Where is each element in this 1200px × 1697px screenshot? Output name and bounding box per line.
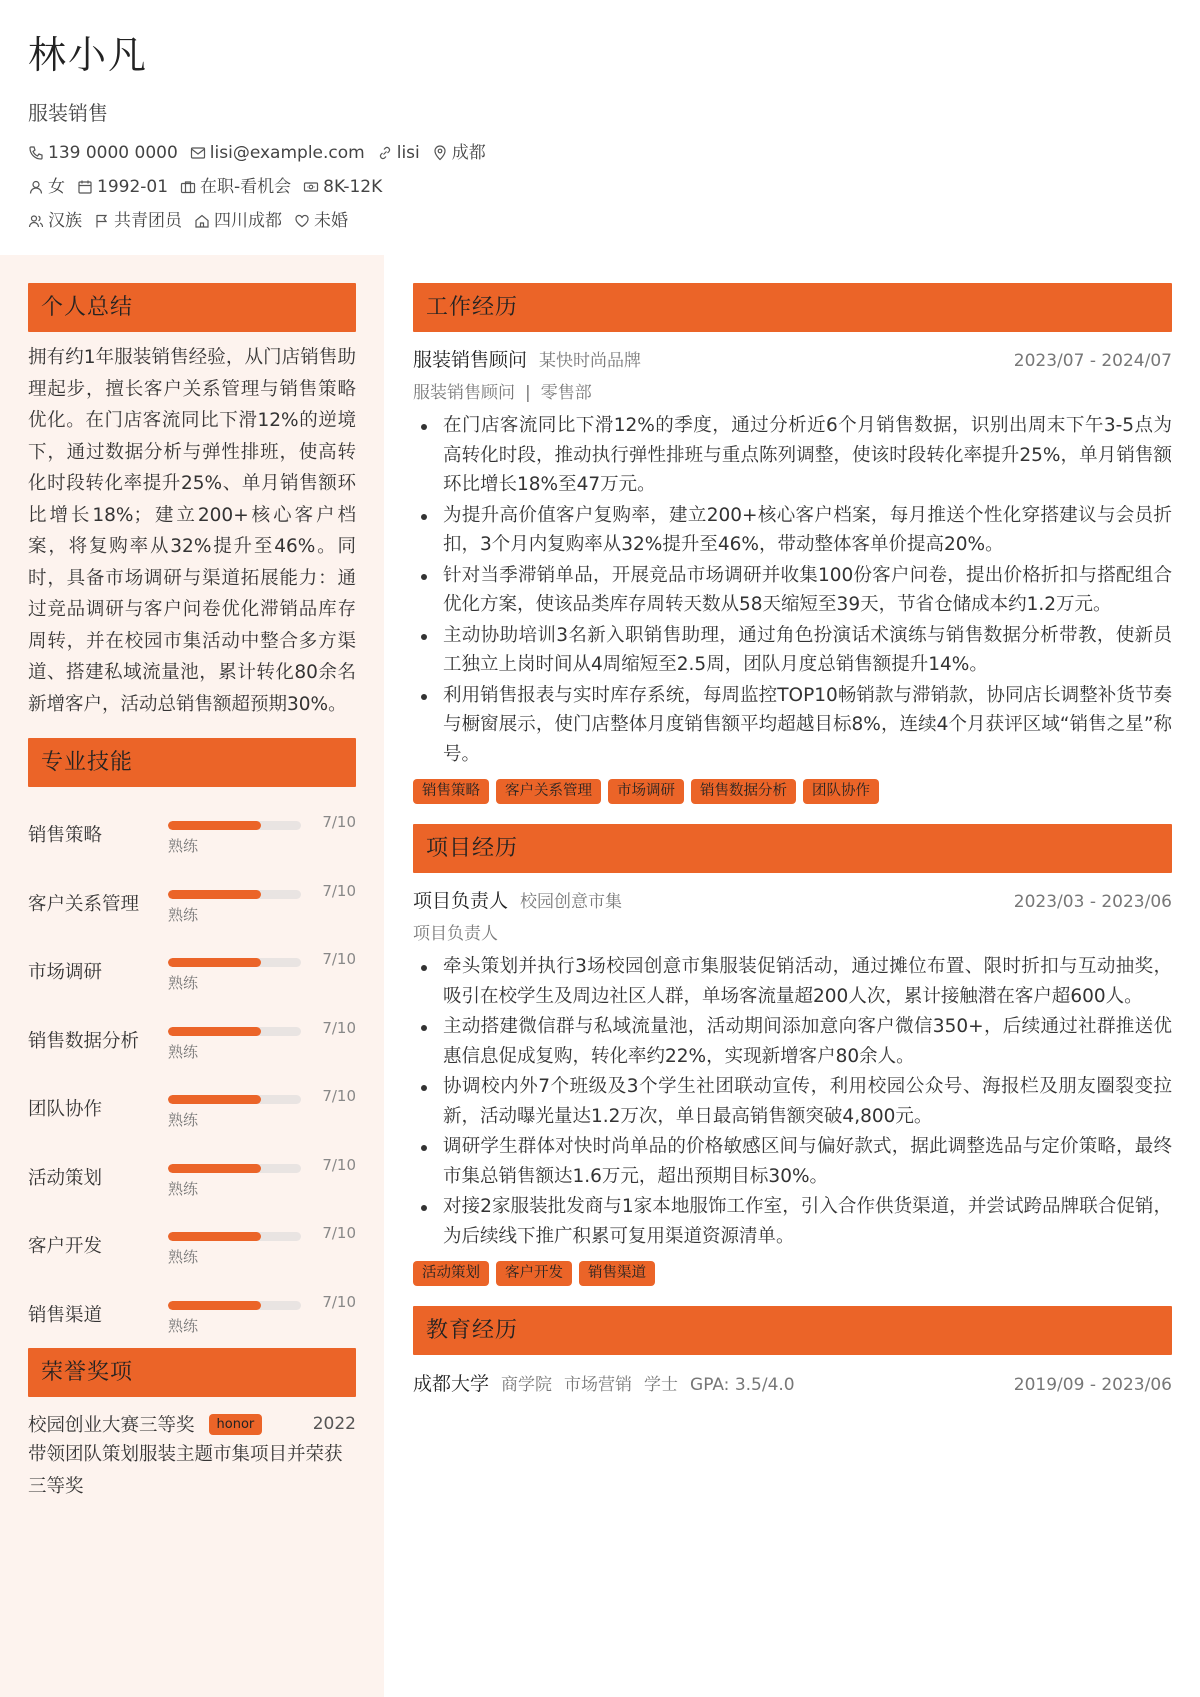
list-item: 在门店客流同比下滑12%的季度，通过分析近6个月销售数据，识别出周末下午3-5点为高转化时段，推动执行弹性排班与重点陈列调整，使该时段转化率提升25%，单月销售额环比增长18%至47万元。 [413,411,1172,500]
list-item: 利用销售报表与实时库存系统，每周监控TOP10畅销款与滞销款，协同店长调整补货节奏与橱窗展示，使门店整体月度销售额平均超越目标8%，连续4个月获评区域“销售之星”称号。 [413,681,1172,770]
skill-score: 7/10 [322,1292,356,1311]
honors-heading: 荣誉奖项 [28,1348,356,1397]
skill-item [28,932,356,1001]
skill-tag: 团队协作 [803,779,879,804]
work-job-title: 服装销售顾问 [413,349,528,371]
background-row [28,209,1168,233]
skill-level: 熟练 [168,1179,199,1198]
info-gender: 女 [28,175,65,199]
skill-progress-fill [168,1301,261,1310]
skill-meter [168,1069,356,1138]
skill-name: 销售策略 [28,825,103,846]
skill-level: 熟练 [168,1248,199,1266]
honor-item [28,1411,356,1437]
skill-meter [168,795,356,864]
list-item: 牵头策划并执行3场校园创意市集服装促销活动，通过摊位布置、限时折扣与互动抽奖，吸引在校学生及周边社区人群，单场客流量超200人次，累计接触潜在客户超600人。 [413,952,1172,1011]
skill-level: 熟练 [168,1316,199,1335]
skill-item [28,1275,356,1344]
skill-item [28,864,356,933]
education-school: 成都大学 [413,1373,490,1395]
skill-progress-fill [168,821,261,830]
info-politics: 共青团员 [94,209,182,233]
education-college: 商学院 [501,1375,553,1395]
skill-item [28,1206,356,1275]
people-icon [28,213,44,229]
main-content [413,283,1172,1396]
skill-level: 熟练 [168,1111,199,1129]
skill-level: 熟练 [168,905,199,924]
work-dept: 零售部 [540,383,592,403]
skill-progress-fill [168,1164,261,1173]
flag-icon [94,213,110,229]
personal-row [28,175,1168,199]
skill-tag: 销售渠道 [579,1261,655,1286]
resume-header [28,30,1168,233]
project-name: 校园创意市集 [520,892,623,912]
skill-meter [168,1206,356,1275]
skill-meter [168,1001,356,1070]
skill-item [28,795,356,864]
skill-name: 客户关系管理 [28,893,140,915]
summary-text: 拥有约1年服装销售经验，从门店销售助理起步，擅长客户关系管理与销售策略优化。在门店客流同比下滑12%的逆境下，通过数据分析与弹性排班，使高转化时段转化率提升25%、单月销售额环比增长18%；建立200+核心客户档案，将复购率从32%提升至46%。同时，具备市场调研与渠道拓展能力：通过竞品调研与客户问卷优化滞销品库存周转，并在校园市集活动中整合多方渠道、搭建私域流量池，累计转化80余名新增客户，活动总销售额超预期30%。 [28,347,356,715]
work-separator: | [525,383,531,403]
skill-meter [168,1275,356,1344]
skill-progress-bar [168,1232,301,1241]
contact-row [28,141,1168,165]
skill-progress-fill [168,890,261,899]
location-icon [432,145,448,161]
skill-meter [168,1138,356,1207]
skill-progress-bar [168,1095,301,1104]
honor-description: 带领团队策划服装主题市集项目并荣获三等奖 [28,1444,343,1497]
skill-score: 7/10 [322,813,356,831]
skill-level: 熟练 [168,974,199,992]
skill-name: 市场调研 [28,962,103,983]
skill-item [28,1001,356,1070]
contact-email[interactable]: lisi@example.com [190,141,365,165]
education-major: 市场营销 [564,1375,633,1395]
skill-level: 熟练 [168,1042,199,1061]
honor-title: 校园创业大赛三等奖 [28,1415,195,1436]
skill-name: 客户开发 [28,1236,103,1257]
info-status: 在职-看机会 [180,175,291,199]
skills-heading: 专业技能 [28,738,356,787]
skill-score: 7/10 [322,1224,356,1242]
project-title-row [413,886,1172,913]
work-position: 服装销售顾问 [413,383,515,403]
link-icon [377,145,393,161]
skill-progress-bar [168,1027,301,1036]
sidebar [28,283,356,1502]
project-role: 项目负责人 [413,890,509,912]
skill-score: 7/10 [322,1018,356,1037]
skill-progress-bar [168,821,301,830]
skill-progress-fill [168,958,261,967]
skill-item [28,1069,356,1138]
calendar-icon [77,179,93,195]
skill-name: 活动策划 [28,1167,103,1189]
skill-tag: 市场调研 [608,779,684,804]
skill-progress-fill [168,1232,261,1241]
project-subtitle: 项目负责人 [413,924,498,944]
project-heading: 项目经历 [413,824,1172,873]
work-subtitle [413,378,1172,403]
work-company: 某快时尚品牌 [539,351,642,371]
briefcase-icon [180,179,196,195]
info-ethnicity: 汉族 [28,209,82,233]
list-item: 针对当季滞销单品，开展竞品市场调研并收集100份客户问卷，提出价格折扣与搭配组合优化方案，使该品类库存周转天数从58天缩短至39天，节省仓储成本约1.2万元。 [413,561,1172,620]
skill-score: 7/10 [322,881,356,900]
honor-year: 2022 [312,1414,356,1434]
skill-name: 团队协作 [28,1099,103,1120]
skill-tag: 客户关系管理 [496,779,601,804]
skill-progress-fill [168,1095,261,1104]
work-title-row [413,345,1172,372]
skill-progress-bar [168,890,301,899]
skill-progress-bar [168,1164,301,1173]
skill-tag: 销售数据分析 [691,779,796,804]
work-date: 2023/07 - 2024/07 [1013,351,1172,371]
info-marital: 未婚 [294,209,348,233]
list-item: 调研学生群体对快时尚单品的价格敏感区间与偏好款式，据此调整选品与定价策略，最终市集总销售额达1.6万元，超出预期目标30%。 [413,1132,1172,1191]
skill-tag: 销售策略 [413,779,489,804]
skill-score: 7/10 [322,1087,356,1105]
list-item: 协调校内外7个班级及3个学生社团联动宣传，利用校园公众号、海报栏及朋友圈裂变拉新，活动曝光量达1.2万次，单日最高销售额突破4,800元。 [413,1072,1172,1131]
work-heading: 工作经历 [413,283,1172,332]
skill-tag: 客户开发 [496,1261,572,1286]
skill-progress-fill [168,1027,261,1036]
skill-level: 熟练 [168,837,199,855]
skill-meter [168,864,356,933]
skill-name: 销售数据分析 [28,1030,140,1052]
contact-link[interactable]: lisi [377,141,420,165]
honor-badge: honor [209,1414,263,1435]
skill-score: 7/10 [322,1155,356,1174]
skill-meter [168,932,356,1001]
skill-name: 销售渠道 [28,1304,103,1326]
mail-icon [190,145,206,161]
contact-location: 成都 [432,141,486,165]
money-icon [303,179,319,195]
list-item: 为提升高价值客户复购率，建立200+核心客户档案，每月推送个性化穿搭建议与会员折扣，3个月内复购率从32%提升至46%，带动整体客单价提高20%。 [413,501,1172,560]
phone-icon [28,145,44,161]
list-item: 主动搭建微信群与私域流量池，活动期间添加意向客户微信350+，后续通过社群推送优惠信息促成复购，转化率约22%，实现新增客户80余人。 [413,1012,1172,1071]
contact-phone: 139 0000 0000 [28,141,178,165]
info-birth: 1992-01 [77,175,168,199]
list-item: 对接2家服装批发商与1家本地服饰工作室，引入合作供货渠道，并尝试跨品牌联合促销，为后续线下推广积累可复用渠道资源清单。 [413,1192,1172,1251]
education-degree: 学士 [644,1375,679,1395]
skill-tag: 活动策划 [413,1261,489,1286]
user-icon [28,179,44,195]
summary-heading: 个人总结 [28,283,356,332]
list-item: 主动协助培训3名新入职销售助理，通过角色扮演话术演练与销售数据分析带教，使新员工独立上岗时间从4周缩短至2.5周，团队月度总销售额提升14%。 [413,621,1172,680]
education-row [413,1369,1172,1396]
education-gpa: GPA: 3.5/4.0 [690,1375,795,1395]
skill-progress-bar [168,958,301,967]
project-tags [413,1261,1172,1286]
info-hometown: 四川成都 [194,209,282,233]
project-bullets [413,952,1172,1251]
education-heading: 教育经历 [413,1306,1172,1355]
candidate-role: 服装销售 [28,101,108,125]
candidate-name: 林小凡 [28,33,149,77]
project-date: 2023/03 - 2023/06 [1013,892,1172,912]
work-bullets [413,411,1172,769]
info-salary: 8K-12K [303,175,382,199]
home-icon [194,213,210,229]
skill-item [28,1138,356,1207]
skill-score: 7/10 [322,950,356,968]
work-tags [413,779,1172,804]
education-date: 2019/09 - 2023/06 [1013,1375,1172,1395]
skills-list [28,795,356,1343]
heart-icon [294,213,310,229]
skill-progress-bar [168,1301,301,1310]
